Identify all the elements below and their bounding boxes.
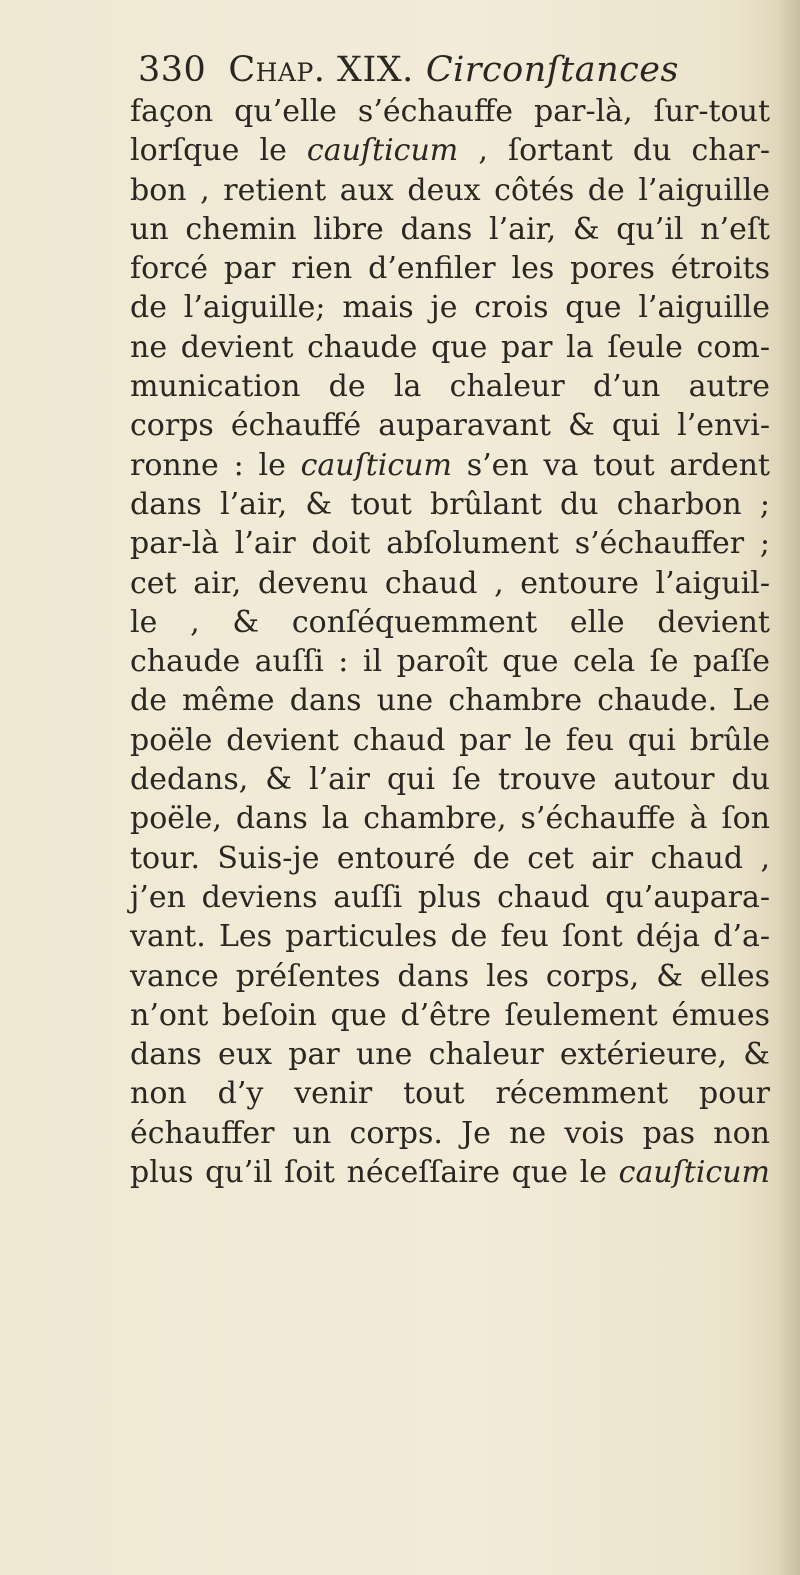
- text-line: [130, 917, 770, 956]
- text-segment: forcé par rien d’enfiler les pores étroits: [130, 251, 770, 287]
- text-segment: , ſortant du char-: [458, 133, 770, 169]
- text-line: [130, 367, 770, 406]
- page-number: 330: [138, 50, 207, 90]
- running-header: [138, 50, 679, 90]
- text-segment: de même dans une chambre chaude. Le: [130, 683, 770, 719]
- text-line: [130, 171, 770, 210]
- text-line: [130, 996, 770, 1035]
- text-line: [130, 799, 770, 838]
- text-line: [130, 524, 770, 563]
- text-line: [130, 564, 770, 603]
- text-line: [130, 603, 770, 642]
- text-segment: corps échauffé auparavant & qui l’envi-: [130, 408, 770, 444]
- text-segment: tour. Suis-je entouré de cet air chaud ,: [130, 840, 770, 876]
- text-line: [130, 957, 770, 996]
- text-segment: dans l’air, & tout brûlant du charbon ;: [130, 486, 770, 522]
- text-segment: dans eux par une chaleur extérieure, &: [130, 1037, 770, 1073]
- text-segment: par-là l’air doit abſolument s’échauffer ;: [130, 526, 770, 562]
- italic-term: cauſticum: [618, 1155, 770, 1191]
- text-line: [130, 288, 770, 327]
- text-line: [130, 642, 770, 681]
- text-segment: s’en va tout ardent: [451, 447, 770, 483]
- text-segment: n’ont beſoin que d’être ſeulement émues: [130, 997, 770, 1033]
- chapter-label: Chap. XIX.: [228, 50, 414, 90]
- text-line: [130, 681, 770, 720]
- text-segment: poële devient chaud par le feu qui brûle: [130, 722, 770, 758]
- body-text: [130, 92, 770, 1192]
- text-segment: plus qu’il ſoit néceſſaire que le: [130, 1155, 619, 1191]
- text-line: [130, 249, 770, 288]
- text-segment: vant. Les particules de feu ſont déja d’a-: [130, 919, 770, 955]
- text-segment: bon , retient aux deux côtés de l’aiguille: [130, 172, 770, 208]
- text-line: [130, 446, 770, 485]
- text-segment: le , & conſéquemment elle devient: [130, 604, 770, 640]
- text-line: [130, 131, 770, 170]
- text-line: [130, 1074, 770, 1113]
- text-line: [130, 1114, 770, 1153]
- text-segment: cet air, devenu chaud , entoure l’aiguil-: [130, 565, 770, 601]
- text-segment: façon qu’elle s’échauffe par-là, ſur-tout: [130, 94, 770, 129]
- text-segment: poële, dans la chambre, s’échauffe à ſon: [130, 801, 770, 837]
- text-segment: non d’y venir tout récemment pour: [130, 1076, 770, 1112]
- running-title: Circonſtances: [425, 50, 679, 90]
- text-line: [130, 721, 770, 760]
- italic-term: cauſticum: [300, 447, 452, 483]
- text-line: [130, 839, 770, 878]
- text-segment: ne devient chaude que par la ſeule com-: [130, 329, 770, 365]
- text-segment: de l’aiguille; mais je crois que l’aiguille: [130, 290, 770, 326]
- text-line: [130, 485, 770, 524]
- text-line: [130, 1035, 770, 1074]
- page-edge-shadow: [778, 0, 800, 1575]
- text-segment: munication de la chaleur d’un autre: [130, 369, 770, 405]
- text-line: [130, 210, 770, 249]
- text-segment: échauffer un corps. Je ne vois pas non: [130, 1115, 770, 1151]
- text-segment: un chemin libre dans l’air, & qu’il n’eſt: [130, 211, 770, 247]
- text-segment: ronne : le: [130, 447, 301, 483]
- text-line: [130, 760, 770, 799]
- text-segment: dedans, & l’air qui ſe trouve autour du: [130, 762, 770, 798]
- italic-term: cauſticum: [306, 133, 459, 169]
- text-segment: j’en deviens auſſi plus chaud qu’aupara-: [130, 879, 770, 915]
- text-line: [130, 328, 770, 367]
- text-line: [130, 1153, 770, 1192]
- text-line: [130, 92, 770, 131]
- text-line: [130, 406, 770, 445]
- text-line: [130, 878, 770, 917]
- text-segment: chaude auſſi : il paroît que cela ſe paſſe: [130, 644, 770, 680]
- text-segment: lorſque le: [130, 133, 307, 169]
- text-segment: vance préſentes dans les corps, & elles: [130, 958, 770, 994]
